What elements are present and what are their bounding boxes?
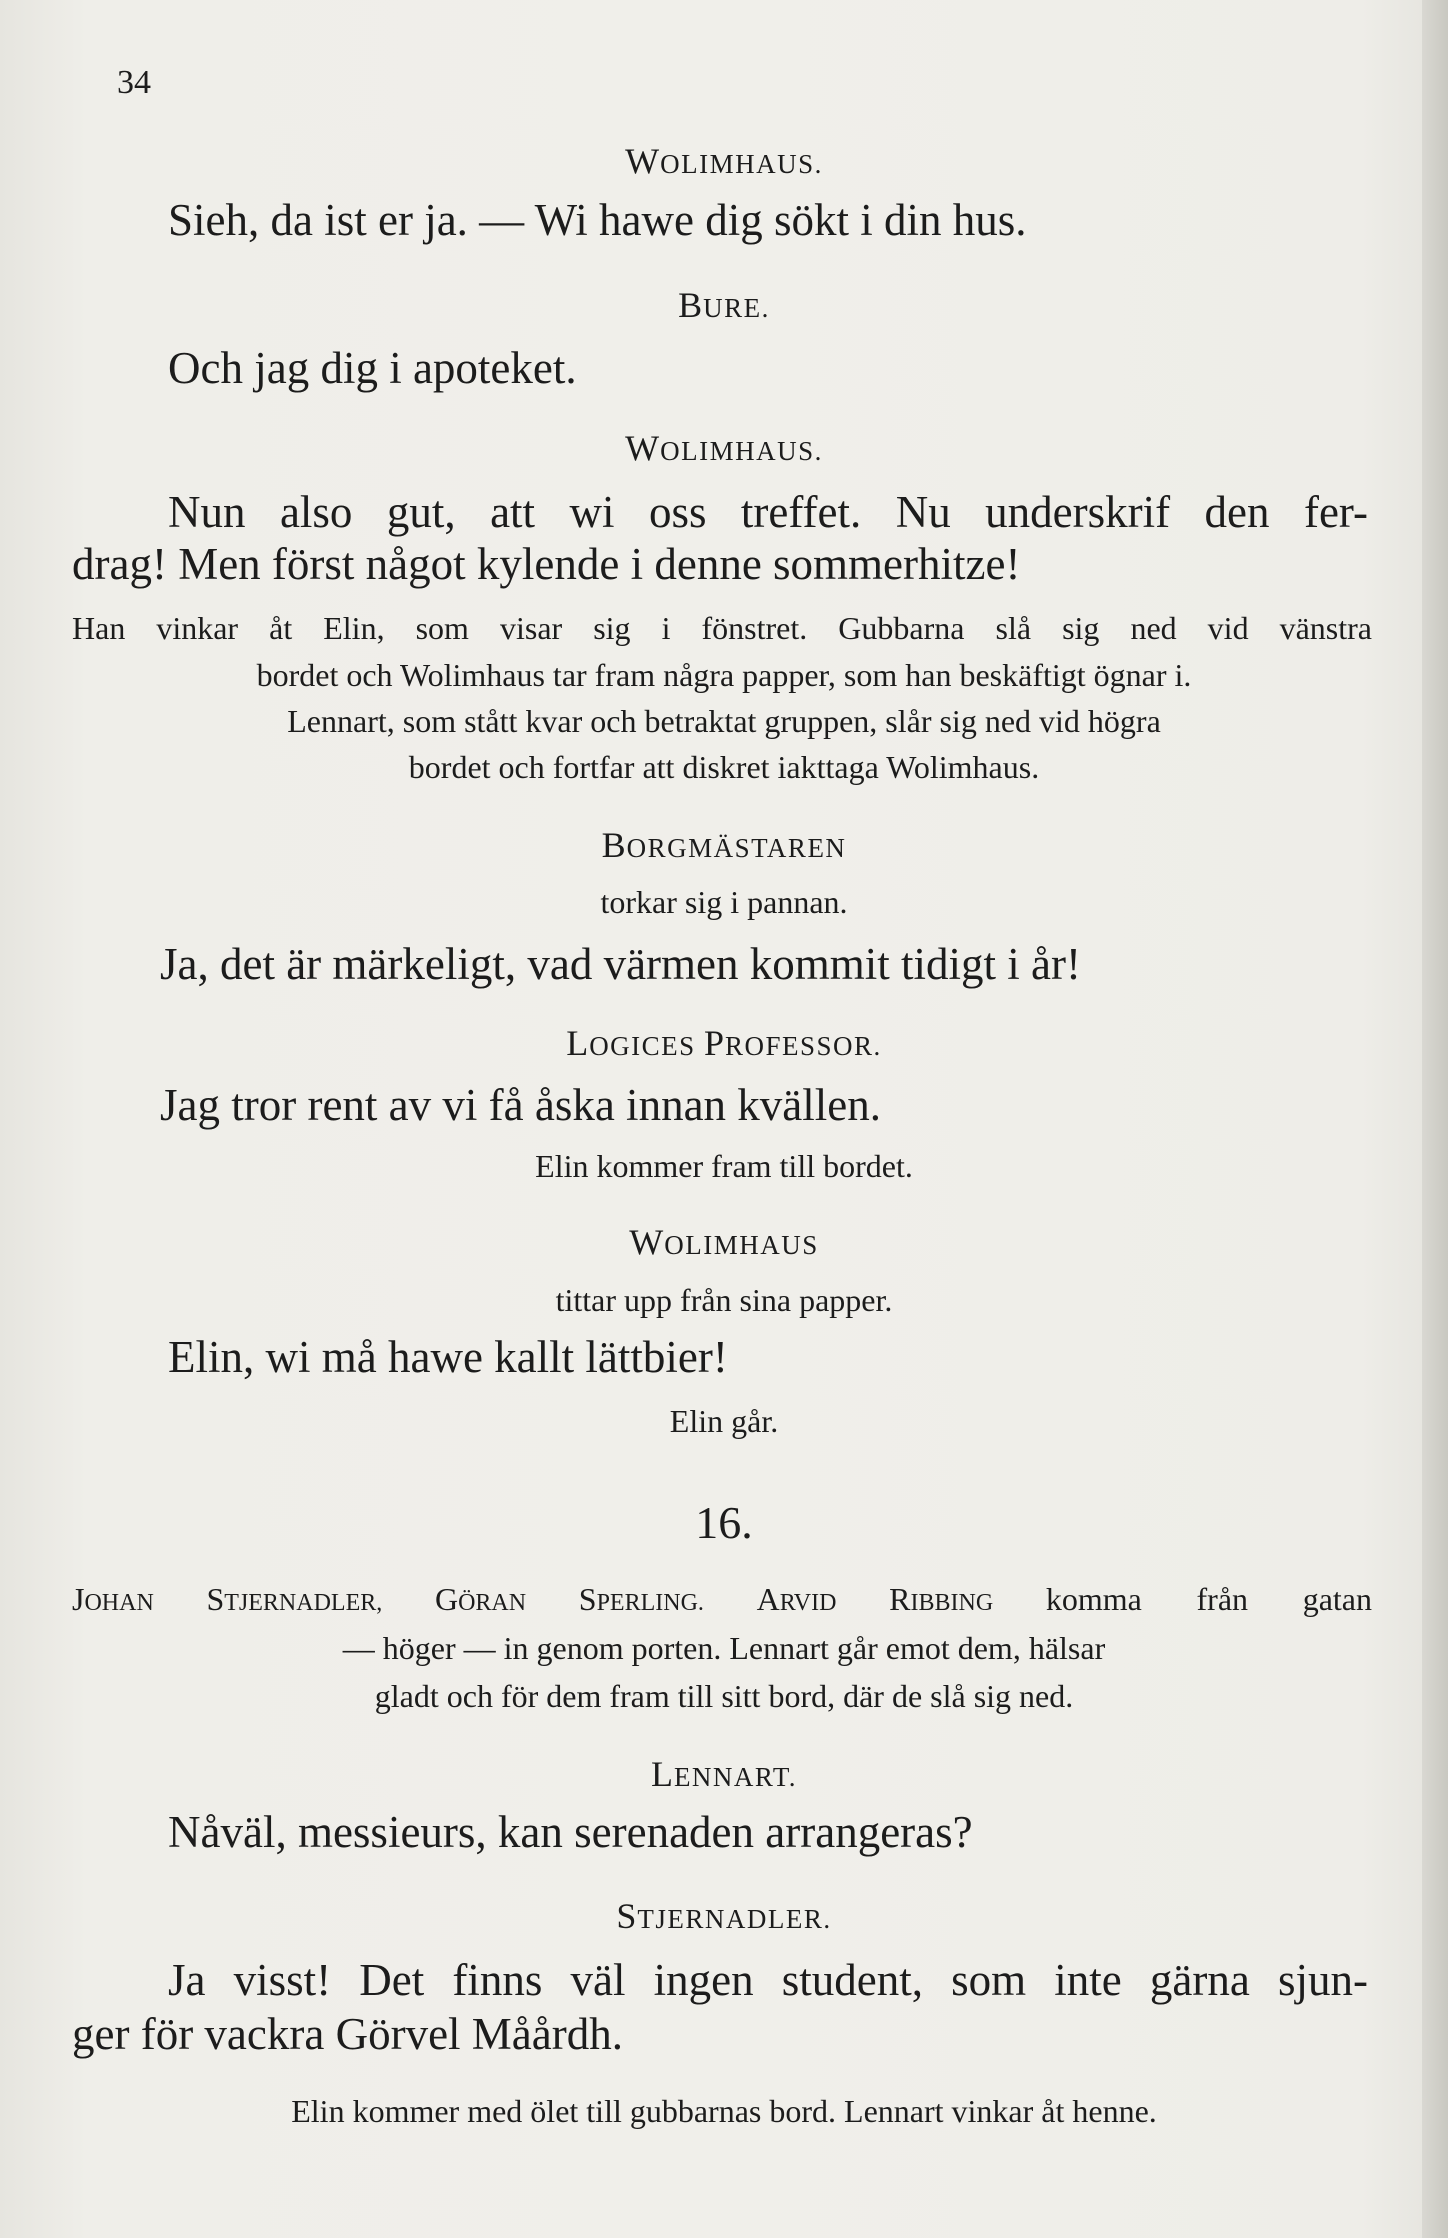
stage-direction: Han vinkar åt Elin, som visar sig i fönstret. Gubbarna slå sig ned vid vänstra xyxy=(72,610,1372,646)
stage-direction: gladt och för dem fram till sitt bord, där de slå sig ned. xyxy=(374,1678,1074,1714)
page-number: 34 xyxy=(117,64,151,101)
dialogue-line: Och jag dig i apoteket. xyxy=(168,343,577,393)
dialogue-line: Ja visst! Det finns väl ingen student, som inte gärna sjun- xyxy=(168,1955,1368,2005)
stage-direction: Lennart, som stått kvar och betraktat gruppen, slår sig ned vid högra xyxy=(287,703,1161,739)
stage-direction-cast: JOHAN STJERNADLER, GÖRAN SPERLING. ARVID RIBBING komma från gatan xyxy=(72,1581,1373,1617)
speaker-logices-professor: LOGICES PROFESSOR. xyxy=(566,1023,882,1063)
dialogue-line: Nun also gut, att wi oss treffet. Nu underskrif den fer- xyxy=(168,487,1368,537)
stage-direction: Elin kommer fram till bordet. xyxy=(535,1148,913,1184)
stage-direction: torkar sig i pannan. xyxy=(600,884,848,920)
stage-direction: Elin går. xyxy=(669,1403,779,1439)
dialogue-line: Nåväl, messieurs, kan serenaden arrangeras? xyxy=(168,1807,973,1857)
dialogue-line: drag! Men först något kylende i denne sommerhitze! xyxy=(72,539,1021,589)
dialogue-line: Sieh, da ist er ja. — Wi hawe dig sökt i din hus. xyxy=(168,195,1027,245)
stage-direction: — höger — in genom porten. Lennart går emot dem, hälsar xyxy=(342,1630,1106,1666)
dialogue-line: Jag tror rent av vi få åska innan kvällen. xyxy=(160,1080,881,1130)
stage-direction: bordet och fortfar att diskret iakttaga Wolimhaus. xyxy=(408,749,1040,785)
speaker-wolimhaus: WOLIMHAUS. xyxy=(625,141,823,181)
scene-number: 16. xyxy=(695,1497,753,1548)
dialogue-line: ger för vackra Görvel Måårdh. xyxy=(72,2009,623,2059)
speaker-borgmastaren: BORGMÄSTAREN xyxy=(601,825,847,865)
dialogue-line: Elin, wi må hawe kallt lättbier! xyxy=(168,1332,728,1382)
dialogue-line: Ja, det är märkeligt, vad värmen kommit tidigt i år! xyxy=(160,939,1081,989)
speaker-bure: BURE. xyxy=(678,285,770,325)
stage-direction: bordet och Wolimhaus tar fram några papper, som han beskäftigt ögnar i. xyxy=(256,657,1192,693)
speaker-stjernadler: STJERNADLER. xyxy=(616,1896,832,1936)
stage-direction: tittar upp från sina papper. xyxy=(555,1282,893,1318)
speaker-wolimhaus: WOLIMHAUS xyxy=(629,1222,819,1262)
speaker-wolimhaus: WOLIMHAUS. xyxy=(625,428,823,468)
speaker-lennart: LENNART. xyxy=(650,1754,798,1794)
stage-direction: Elin kommer med ölet till gubbarnas bord. Lennart vinkar åt henne. xyxy=(291,2093,1157,2129)
